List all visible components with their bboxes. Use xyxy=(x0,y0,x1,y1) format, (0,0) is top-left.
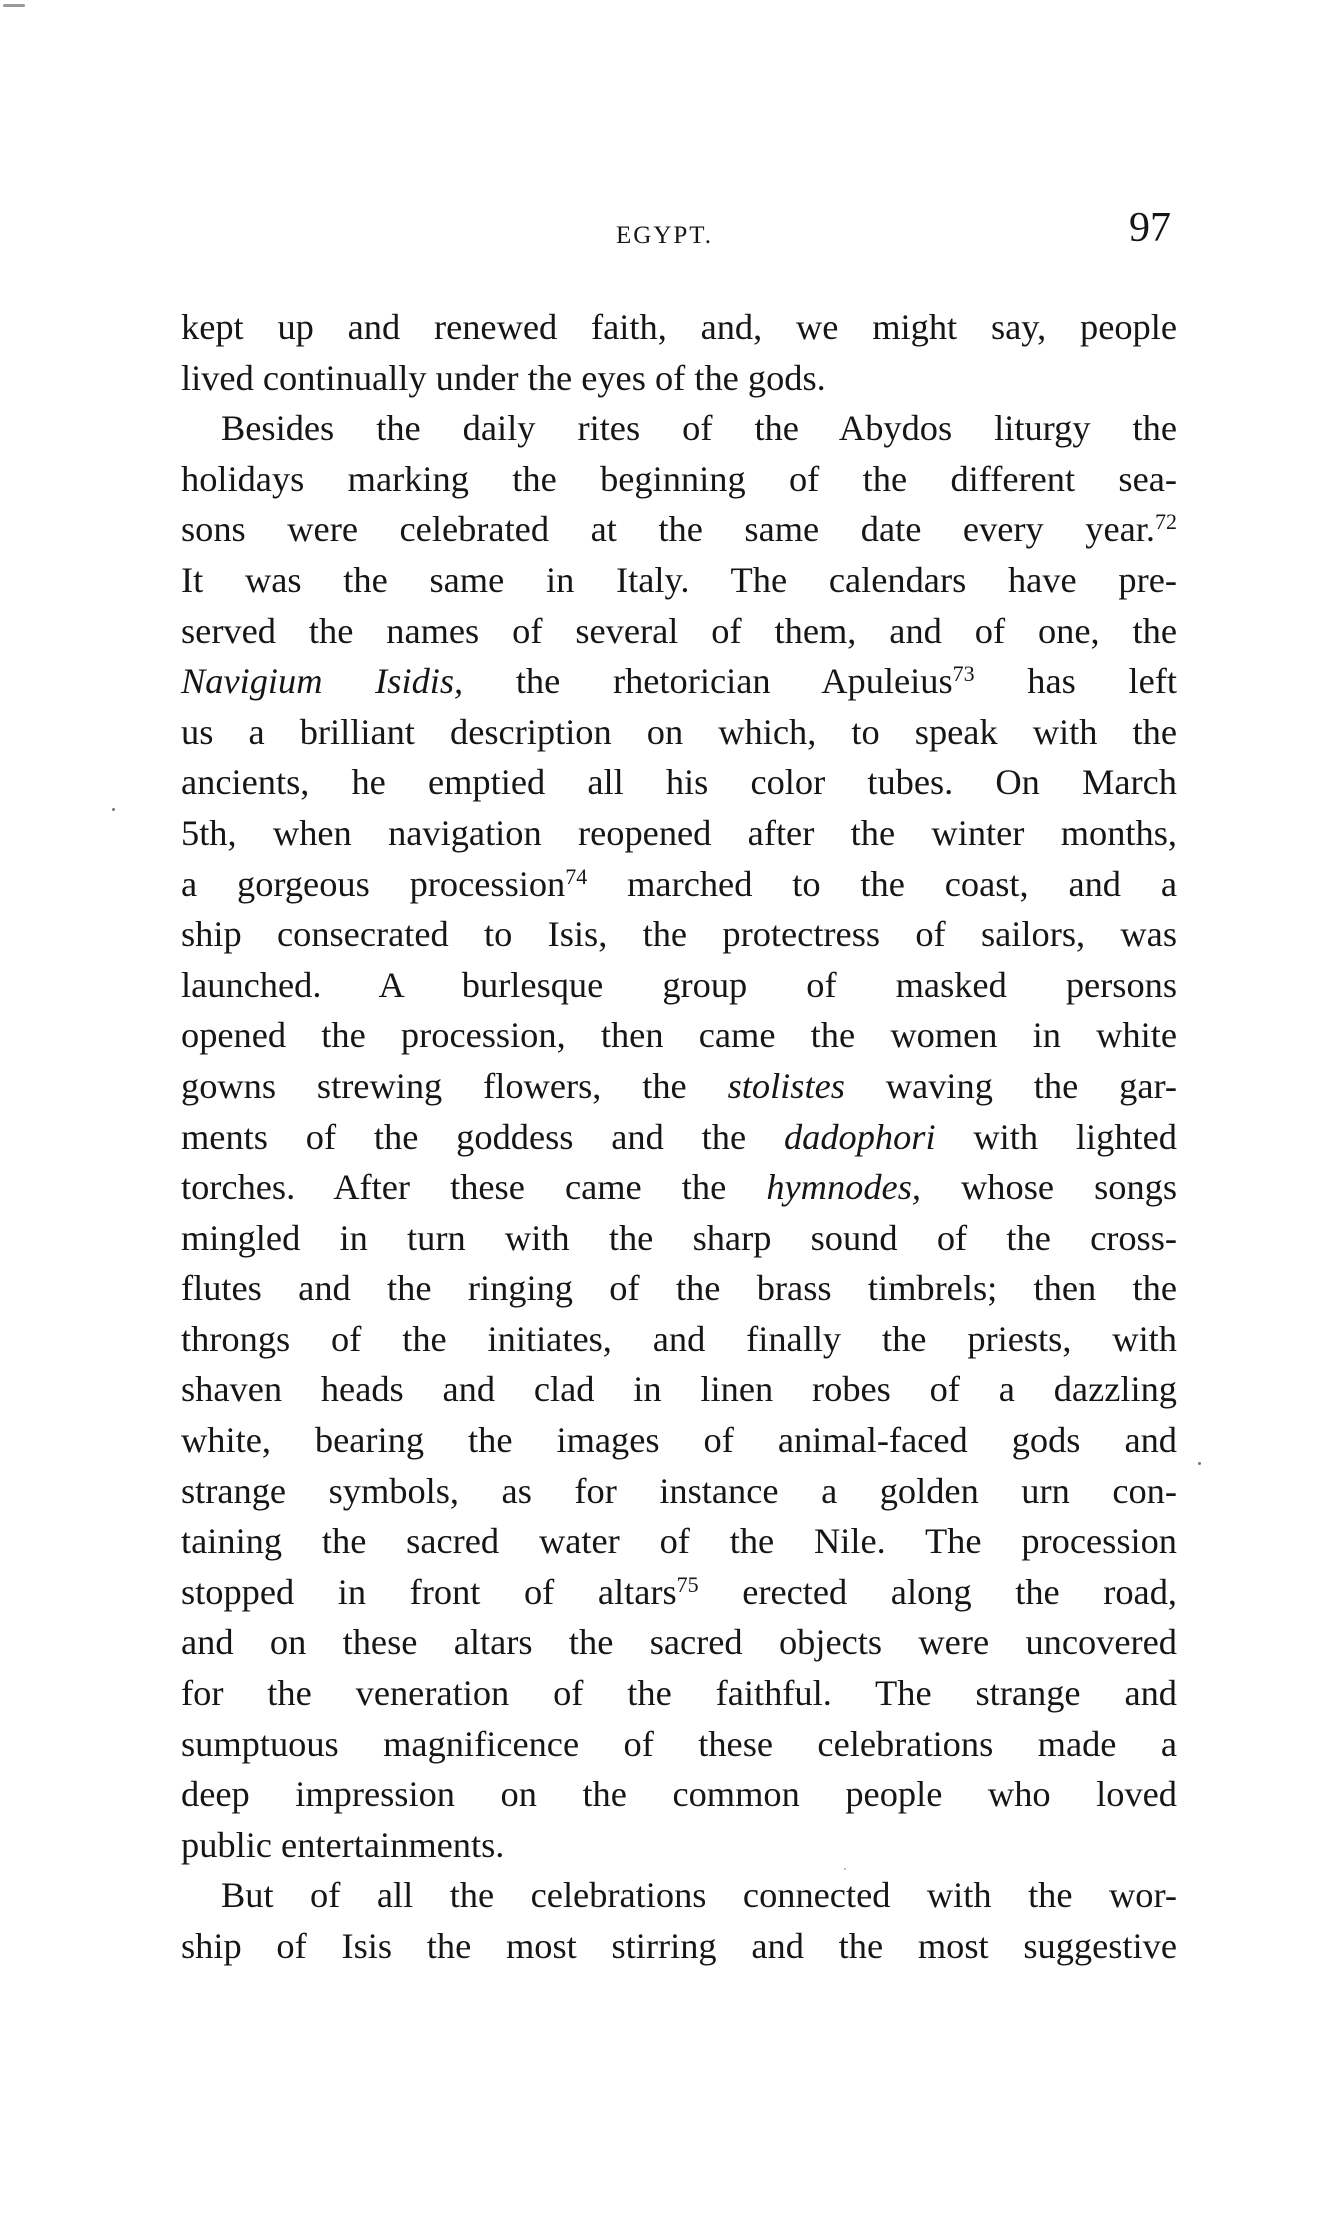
text-segment: marched to the coast, and a xyxy=(587,863,1177,904)
text-segment: erected along the road, xyxy=(698,1571,1177,1612)
text-segment: opened the procession, then came the women in white xyxy=(181,1015,1177,1056)
text-segment: flutes and the ringing of the brass timbrels; then the xyxy=(181,1268,1177,1309)
text-segment: 5th, when navigation reopened after the winter months, xyxy=(181,812,1177,853)
text-segment: for the veneration of the faithful. The strange and xyxy=(181,1673,1177,1714)
footnote-marker: 73 xyxy=(952,661,975,687)
text-line xyxy=(181,1314,1177,1365)
text-line xyxy=(181,1010,1177,1061)
text-segment: holidays marking the beginning of the different sea- xyxy=(181,458,1177,499)
text-line xyxy=(181,555,1177,606)
scan-speck xyxy=(112,808,115,811)
text-line xyxy=(181,1719,1177,1770)
text-line xyxy=(181,1466,1177,1517)
text-line xyxy=(181,1516,1177,1567)
text-segment: white, bearing the images of animal-faced gods and xyxy=(181,1420,1177,1461)
text-line xyxy=(181,302,1177,353)
text-segment: with lighted xyxy=(935,1116,1178,1157)
text-segment: ments of the goddess and the xyxy=(181,1116,784,1157)
italic-term: Navigium Isidis, xyxy=(181,661,464,702)
scan-speck xyxy=(844,1868,846,1870)
text-segment: ship of Isis the most stirring and the most suggestive xyxy=(181,1926,1177,1966)
running-head xyxy=(180,198,1180,258)
text-segment: public entertainments. xyxy=(181,1824,505,1865)
text-line xyxy=(181,909,1177,960)
running-head-title: EGYPT. xyxy=(616,222,713,249)
text-segment: and on these altars the sacred objects were uncovered xyxy=(181,1622,1177,1663)
text-segment: has left xyxy=(974,661,1177,702)
text-segment: shaven heads and clad in linen robes of a dazzling xyxy=(181,1369,1177,1410)
text-segment: throngs of the initiates, and finally the priests, with xyxy=(181,1318,1177,1359)
italic-term: dadophori xyxy=(783,1116,936,1157)
text-line xyxy=(181,1415,1177,1466)
text-line xyxy=(181,707,1177,758)
italic-term: stolistes xyxy=(727,1065,845,1106)
text-line xyxy=(181,808,1177,859)
footnote-marker: 72 xyxy=(1155,509,1177,535)
italic-term: hymnodes, xyxy=(766,1167,921,1208)
text-segment: sons were celebrated at the same date every year. xyxy=(181,509,1155,550)
text-line xyxy=(181,960,1177,1011)
text-line xyxy=(181,1921,1177,1972)
text-line xyxy=(181,1213,1177,1264)
scan-speck xyxy=(1198,1462,1201,1465)
text-line xyxy=(181,1820,1177,1871)
text-segment: taining the sacred water of the Nile. The procession xyxy=(181,1521,1177,1562)
text-line xyxy=(181,454,1177,505)
text-line xyxy=(181,403,1177,454)
text-line xyxy=(181,353,1177,404)
scan-speck xyxy=(3,4,25,7)
text-line xyxy=(181,1769,1177,1820)
text-line xyxy=(181,504,1177,555)
text-line xyxy=(181,1162,1177,1213)
text-line xyxy=(181,1364,1177,1415)
text-line xyxy=(181,656,1177,707)
text-line xyxy=(181,1263,1177,1314)
text-segment: It was the same in Italy. The calendars have pre- xyxy=(181,559,1177,600)
text-segment: deep impression on the common people who loved xyxy=(181,1774,1177,1815)
text-segment: us a brilliant description on which, to speak with the xyxy=(181,711,1177,752)
text-segment: ship consecrated to Isis, the protectress of sailors, was xyxy=(181,914,1177,955)
text-segment: mingled in turn with the sharp sound of the cross- xyxy=(181,1217,1177,1258)
text-segment: the rhetorician Apuleius xyxy=(463,661,953,702)
text-segment: gowns strewing flowers, the xyxy=(181,1065,728,1106)
text-segment: served the names of several of them, and of one, the xyxy=(181,610,1177,651)
text-line xyxy=(181,1668,1177,1719)
body-text xyxy=(181,302,1177,1972)
text-line xyxy=(181,1617,1177,1668)
text-segment: Besides the daily rites of the Abydos liturgy the xyxy=(221,408,1177,449)
text-segment: lived continually under the eyes of the gods. xyxy=(181,357,826,398)
text-line xyxy=(181,859,1177,910)
text-segment: waving the gar- xyxy=(844,1065,1178,1106)
footnote-marker: 75 xyxy=(676,1571,699,1597)
text-segment: strange symbols, as for instance a golden urn con- xyxy=(181,1470,1177,1511)
text-line xyxy=(181,1870,1177,1921)
text-line xyxy=(181,606,1177,657)
text-line xyxy=(181,1112,1177,1163)
page-number: 97 xyxy=(1129,205,1171,251)
text-segment: torches. After these came the xyxy=(181,1167,767,1208)
text-segment: kept up and renewed faith, and, we might say, people xyxy=(181,307,1177,347)
text-segment: stopped in front of altars xyxy=(181,1571,677,1612)
text-segment: ancients, he emptied all his color tubes. On March xyxy=(181,762,1177,803)
text-segment: But of all the celebrations connected with the wor- xyxy=(221,1875,1177,1916)
footnote-marker: 74 xyxy=(565,863,588,889)
text-line xyxy=(181,1061,1177,1112)
text-segment: whose songs xyxy=(920,1167,1177,1208)
text-line xyxy=(181,757,1177,808)
text-line xyxy=(181,1567,1177,1618)
text-segment: sumptuous magnificence of these celebrations made a xyxy=(181,1723,1177,1764)
text-segment: launched. A burlesque group of masked persons xyxy=(181,964,1177,1005)
text-segment: a gorgeous procession xyxy=(181,863,566,904)
